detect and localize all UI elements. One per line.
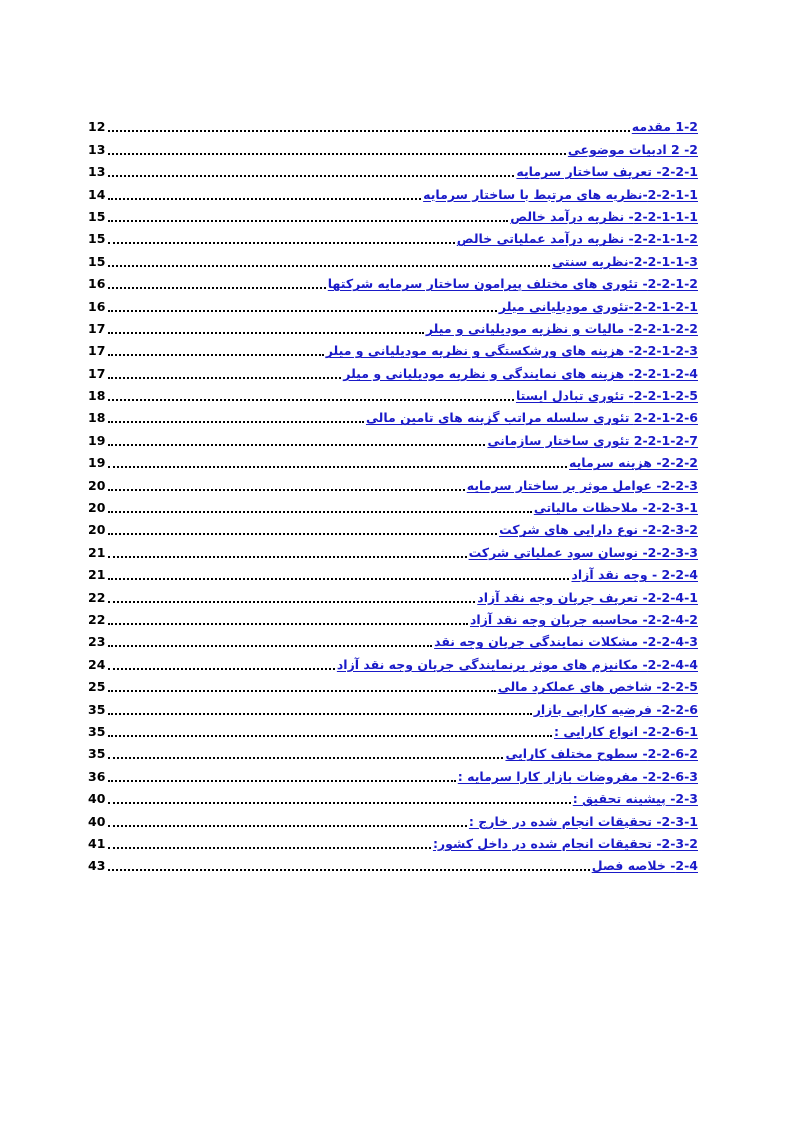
toc-entry-title-link[interactable]: 2-2-1-2-4- هزینه های نمایندگی و نظریه مودیلیانی و میلر [343,365,698,381]
toc-dot-leader [108,443,485,446]
toc-page-number: 25 [88,679,106,695]
toc-entry-title-link[interactable]: 2-2-1-2-7 تئوری ساختار سازمانی [487,432,698,448]
toc-dot-leader [108,756,503,759]
toc-entry[interactable] [88,293,698,315]
toc-dot-leader [108,376,341,379]
toc-entry[interactable] [88,674,698,696]
toc-entry[interactable] [88,427,698,449]
toc-dot-leader [108,734,552,737]
toc-entry[interactable] [88,338,698,360]
toc-entry[interactable] [88,495,698,517]
toc-entry-title-link[interactable]: 2-2-4 - وجه نقد آزاد [571,567,698,583]
toc-entry-title-link[interactable]: 2-2-6-2- سطوح مختلف کارایی [505,746,698,762]
toc-entry[interactable] [88,808,698,830]
toc-dot-leader [108,868,590,871]
toc-entry[interactable] [88,450,698,472]
toc-entry-title-link[interactable]: 2-2-6-3- مفروضات بازار کارا سرمایه : [457,768,698,784]
toc-entry-title-link[interactable]: 2-2-1-2-1-تئوری مودیلیانی میلر [498,298,698,314]
toc-page-number: 36 [88,768,106,784]
toc-entry[interactable] [88,181,698,203]
toc-entry[interactable] [88,607,698,629]
toc-dot-leader [108,420,364,423]
toc-dot-leader [108,712,532,715]
toc-dot-leader [108,622,468,625]
toc-page-number: 15 [88,253,106,269]
toc-dot-leader [108,689,496,692]
toc-page-number: 18 [88,410,106,426]
toc-dot-leader [108,331,424,334]
toc-entry-title-link[interactable]: 2-4- خلاصه فصل [591,858,698,874]
table-of-contents [88,114,698,875]
toc-page-number: 17 [88,365,106,381]
toc-entry[interactable] [88,629,698,651]
toc-dot-leader [108,555,467,558]
toc-dot-leader [108,667,335,670]
toc-entry[interactable] [88,696,698,718]
toc-dot-leader [108,219,508,222]
toc-entry-title-link[interactable]: 2-2-4-3- مشکلات نمایندگی جریان وجه نقد [434,634,698,650]
toc-dot-leader [108,197,421,200]
toc-page-number: 19 [88,432,106,448]
toc-page-number: 18 [88,388,106,404]
toc-entry-title-link[interactable]: 2-2-5- شاخص های عملکرد مالی [497,679,698,695]
toc-page-number: 22 [88,611,106,627]
toc-entry[interactable] [88,360,698,382]
toc-page-number: 35 [88,746,106,762]
toc-entry-title-link[interactable]: 2-2-1-2-6 تئوری سلسله مراتب گزینه های تامین مالی [365,410,698,426]
toc-entry-title-link[interactable]: 2-3-2- تحقیقات انجام شده در داخل کشور: [432,835,698,851]
toc-entry-title-link[interactable]: 2-3- پیشینه تحقیق : [572,791,698,807]
toc-page-number: 17 [88,343,106,359]
toc-dot-leader [108,779,456,782]
toc-dot-leader [108,286,326,289]
toc-page-number: 15 [88,231,106,247]
toc-page-number: 40 [88,791,106,807]
toc-page-number: 13 [88,164,106,180]
toc-entry[interactable] [88,539,698,561]
toc-dot-leader [108,264,550,267]
toc-entry[interactable] [88,786,698,808]
toc-entry[interactable] [88,719,698,741]
toc-entry[interactable] [88,562,698,584]
toc-entry[interactable] [88,831,698,853]
toc-entry[interactable] [88,472,698,494]
toc-dot-leader [108,801,571,804]
toc-dot-leader [108,532,497,535]
toc-entry[interactable] [88,741,698,763]
toc-entry-title-link[interactable]: 1-2 مقدمه [631,119,698,135]
toc-entry-title-link[interactable]: 2-2-1-1-3-نظریه سنتی [552,253,698,269]
toc-entry-title-link[interactable]: 2-2-6- فرضیه کارایی بازار [533,701,698,717]
toc-entry-title-link[interactable]: 2-2-1-2-5- تئوری تبادل ایستا [515,388,698,404]
toc-dot-leader [108,488,465,491]
toc-entry[interactable] [88,853,698,875]
toc-page-number: 16 [88,276,106,292]
toc-page-number: 40 [88,813,106,829]
toc-entry-title-link[interactable]: 2-2-3-1- ملاحظات مالیاتی [533,500,698,516]
toc-page-number: 20 [88,500,106,516]
toc-dot-leader [108,577,569,580]
toc-page-number: 35 [88,723,106,739]
toc-entry[interactable] [88,226,698,248]
toc-dot-leader [108,241,455,244]
toc-entry[interactable] [88,405,698,427]
toc-dot-leader [108,353,324,356]
toc-entry[interactable] [88,136,698,158]
toc-entry[interactable] [88,316,698,338]
toc-page-number: 12 [88,119,106,135]
toc-entry-title-link[interactable]: 2- 2 ادبیات موضوعی [567,141,698,157]
toc-page-number: 13 [88,141,106,157]
toc-page-number: 43 [88,858,106,874]
toc-dot-leader [108,398,514,401]
toc-entry-title-link[interactable]: 2-2-3-3- نوسان سود عملیاتی شرکت [468,544,698,560]
toc-entry[interactable] [88,651,698,673]
toc-page-number: 17 [88,320,106,336]
toc-dot-leader [108,510,532,513]
toc-entry-title-link[interactable]: 2-2-1-1-1- نظریه درآمد خالص [510,208,698,224]
toc-page-number: 35 [88,701,106,717]
toc-page-number: 21 [88,567,106,583]
toc-dot-leader [108,600,475,603]
toc-dot-leader [108,152,566,155]
toc-dot-leader [108,644,432,647]
toc-page-number: 20 [88,522,106,538]
toc-page-number: 21 [88,544,106,560]
toc-entry-title-link[interactable]: 2-2-3-2- نوع دارایی های شرکت [499,522,698,538]
toc-entry-title-link[interactable]: 2-2-1-1-2- نظریه درآمد عملیاتی خالص [456,231,698,247]
toc-page-number: 14 [88,186,106,202]
toc-entry-title-link[interactable]: 2-2-1-1-نظریه های مرتبط با ساختار سرمایه [423,186,698,202]
toc-page-number: 24 [88,656,106,672]
toc-dot-leader [108,174,514,177]
toc-dot-leader [108,824,467,827]
toc-entry-title-link[interactable]: 2-2-4-2- محاسبه جریان وجه نقد آزاد [469,611,698,627]
toc-entry-title-link[interactable]: 2-3-1- تحقیقات انجام شده در خارج : [468,813,698,829]
toc-entry-title-link[interactable]: 2-2-1-2-2- مالیات و نظزیه مودیلیانی و میلر [425,320,698,336]
toc-page-number: 41 [88,835,106,851]
toc-entry-title-link[interactable]: 2-2-1-2-3- هزینه های ورشکستگی و نظریه مودیلیانی و میلر [325,343,698,359]
toc-entry[interactable] [88,763,698,785]
toc-entry-title-link[interactable]: 2-2-1- تعریف ساختار سرمایه [516,164,698,180]
toc-entry-title-link[interactable]: 2-2-1-2- تئوری های مختلف پیرامون ساختار سرمایه شرکتها [327,276,698,292]
toc-page-number: 22 [88,589,106,605]
toc-entry[interactable] [88,159,698,181]
toc-page-number: 23 [88,634,106,650]
toc-page-number: 20 [88,477,106,493]
toc-dot-leader [108,129,630,132]
toc-entry[interactable] [88,271,698,293]
toc-entry[interactable] [88,204,698,226]
toc-entry-title-link[interactable]: 2-2-3- عوامل موثر بر ساختار سرمایه [466,477,698,493]
toc-page-number: 16 [88,298,106,314]
toc-entry[interactable] [88,383,698,405]
toc-page-number: 19 [88,455,106,471]
toc-entry-title-link[interactable]: 2-2-4-4- مکانیزم های موثر برنمایندگی جریان وجه نقد آزاد [336,656,698,672]
toc-entry[interactable] [88,584,698,606]
toc-entry-title-link[interactable]: 2-2-2- هزینه سرمایه [569,455,698,471]
toc-dot-leader [108,309,497,312]
toc-dot-leader [108,465,567,468]
toc-entry-title-link[interactable]: 2-2-6-1- انواع کارایی : [553,723,698,739]
toc-entry[interactable] [88,517,698,539]
toc-entry[interactable] [88,114,698,136]
toc-dot-leader [108,846,431,849]
toc-entry[interactable] [88,248,698,270]
toc-entry-title-link[interactable]: 2-2-4-1- تعریف جریان وجه نقد آزاد [477,589,698,605]
toc-page-number: 15 [88,208,106,224]
